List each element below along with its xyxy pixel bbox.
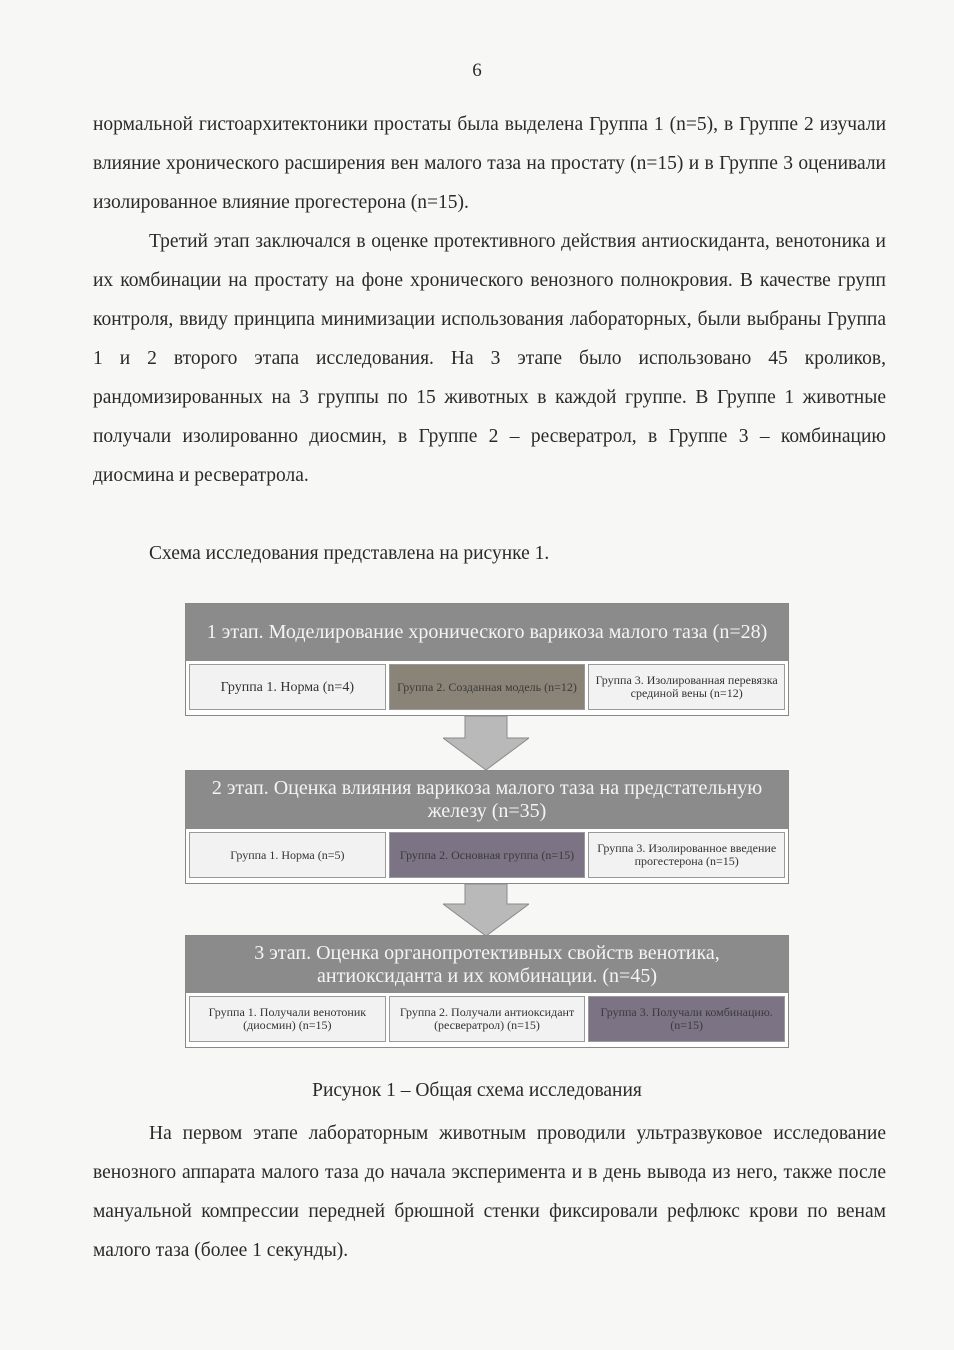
stage-3-group-1: Группа 1. Получали венотоник (диосмин) (n=15)	[189, 996, 386, 1042]
paragraph-2: Третий этап заключался в оценке протективного действия антиоскиданта, венотоника и их комбинации на простату на фоне хронического венозного полнокровия. В качестве групп контроля, ввиду принципа минимизации использования лабораторных, были выбраны Группа 1 и 2 второго этапа исследования. На 3 этапе было использовано 45 кроликов, рандомизированных на 3 группы по 15 животных в каждой группе. В Группе 1 животные получали изолированно диосмин, в Группе 2 – ресвератрол, в Группе 3 – комбинацию диосмина и ресвератрола.	[93, 231, 886, 486]
stage-2-block	[185, 770, 789, 884]
stage-3-block	[185, 935, 789, 1048]
stage-2-group-2: Группа 2. Основная группа (n=15)	[389, 832, 586, 878]
stage-3-group-2: Группа 2. Получали антиоксидант (ресвератрол) (n=15)	[389, 996, 586, 1042]
paragraph-3: Схема исследования представлена на рисунке 1.	[149, 543, 550, 564]
stage-1-groups	[186, 661, 788, 713]
stage-1-group-2: Группа 2. Созданная модель (n=12)	[389, 664, 586, 710]
down-arrow-icon	[443, 884, 529, 936]
stage-1-title: 1 этап. Моделирование хронического варикоза малого таза (n=28)	[186, 604, 788, 661]
stage-2-group-1: Группа 1. Норма (n=5)	[189, 832, 386, 878]
figure-caption: Рисунок 1 – Общая схема исследования	[312, 1080, 642, 1101]
stage-2-title: 2 этап. Оценка влияния варикоза малого таза на предстательную железу (n=35)	[186, 771, 788, 829]
paragraph-4: На первом этапе лабораторным животным проводили ультразвуковое исследование венозного аппарата малого таза до начала эксперимента и в день вывода из него, также после мануальной компрессии передней брюшной стенки фиксировали рефлюкс крови по венам малого таза (более 1 секунды).	[93, 1123, 886, 1261]
stage-3-title: 3 этап. Оценка органопротективных свойств венотика, антиоксиданта и их комбинации. (n=45)	[186, 936, 788, 993]
down-arrow-icon	[443, 716, 529, 770]
paragraph-1: нормальной гистоархитектоники простаты была выделена Группа 1 (n=5), в Группе 2 изучали влияние хронического расширения вен малого таза на простату (n=15) и в Группе 3 оценивали изолированное влияние прогестерона (n=15).	[93, 114, 886, 213]
stage-1-group-1: Группа 1. Норма (n=4)	[189, 664, 386, 710]
stage-1-block	[185, 603, 789, 716]
page-number: 6	[472, 60, 482, 81]
stage-2-group-3: Группа 3. Изолированное введение прогестерона (n=15)	[588, 832, 785, 878]
stage-1-group-3: Группа 3. Изолированная перевязка срединой вены (n=12)	[588, 664, 785, 710]
stage-3-groups	[186, 993, 788, 1045]
stage-2-groups	[186, 829, 788, 881]
stage-3-group-3: Группа 3. Получали комбинацию. (n=15)	[588, 996, 785, 1042]
